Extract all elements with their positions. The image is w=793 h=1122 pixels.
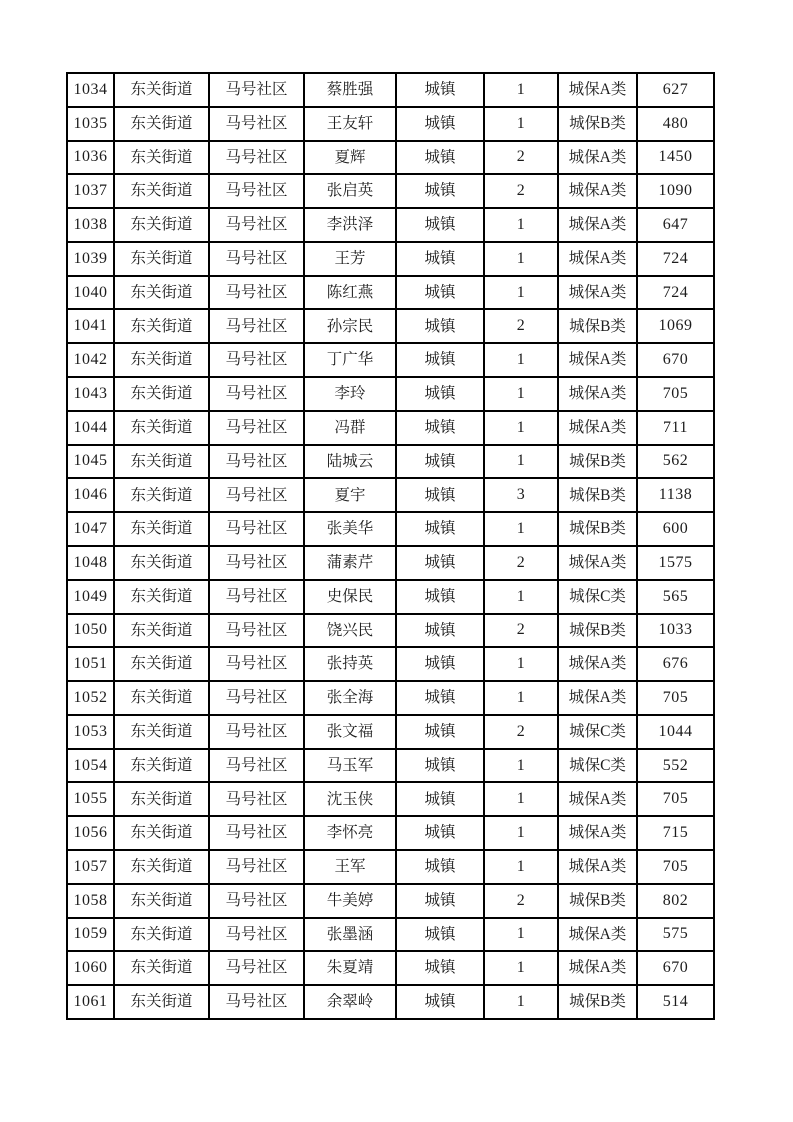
person-count-cell: 2 bbox=[484, 174, 558, 208]
community-cell: 马号社区 bbox=[209, 174, 304, 208]
community-cell: 马号社区 bbox=[209, 580, 304, 614]
benefit-category-cell: 城保B类 bbox=[558, 478, 637, 512]
benefit-category-cell: 城保A类 bbox=[558, 174, 637, 208]
street-cell: 东关街道 bbox=[114, 73, 209, 107]
street-cell: 东关街道 bbox=[114, 343, 209, 377]
household-type-cell: 城镇 bbox=[396, 309, 484, 343]
table-row bbox=[67, 411, 714, 445]
serial-number-cell: 1052 bbox=[67, 681, 114, 715]
household-type-cell: 城镇 bbox=[396, 276, 484, 310]
street-cell: 东关街道 bbox=[114, 816, 209, 850]
person-count-cell: 1 bbox=[484, 242, 558, 276]
benefit-amount-cell: 1033 bbox=[637, 614, 714, 648]
serial-number-cell: 1049 bbox=[67, 580, 114, 614]
person-count-cell: 1 bbox=[484, 749, 558, 783]
table-row bbox=[67, 918, 714, 952]
person-name-cell: 朱夏靖 bbox=[304, 951, 396, 985]
benefit-category-cell: 城保A类 bbox=[558, 343, 637, 377]
community-cell: 马号社区 bbox=[209, 512, 304, 546]
benefit-amount-cell: 514 bbox=[637, 985, 714, 1019]
serial-number-cell: 1055 bbox=[67, 782, 114, 816]
street-cell: 东关街道 bbox=[114, 749, 209, 783]
person-count-cell: 1 bbox=[484, 208, 558, 242]
serial-number-cell: 1056 bbox=[67, 816, 114, 850]
street-cell: 东关街道 bbox=[114, 411, 209, 445]
person-count-cell: 1 bbox=[484, 107, 558, 141]
table-row bbox=[67, 614, 714, 648]
serial-number-cell: 1036 bbox=[67, 141, 114, 175]
benefit-amount-cell: 1575 bbox=[637, 546, 714, 580]
benefit-category-cell: 城保A类 bbox=[558, 411, 637, 445]
street-cell: 东关街道 bbox=[114, 580, 209, 614]
street-cell: 东关街道 bbox=[114, 478, 209, 512]
serial-number-cell: 1046 bbox=[67, 478, 114, 512]
table-row bbox=[67, 174, 714, 208]
street-cell: 东关街道 bbox=[114, 918, 209, 952]
household-type-cell: 城镇 bbox=[396, 445, 484, 479]
person-name-cell: 冯群 bbox=[304, 411, 396, 445]
table-row bbox=[67, 884, 714, 918]
benefit-amount-cell: 600 bbox=[637, 512, 714, 546]
person-count-cell: 2 bbox=[484, 715, 558, 749]
person-name-cell: 牛美婷 bbox=[304, 884, 396, 918]
household-type-cell: 城镇 bbox=[396, 850, 484, 884]
person-count-cell: 1 bbox=[484, 816, 558, 850]
street-cell: 东关街道 bbox=[114, 208, 209, 242]
street-cell: 东关街道 bbox=[114, 546, 209, 580]
benefit-amount-cell: 676 bbox=[637, 647, 714, 681]
community-cell: 马号社区 bbox=[209, 546, 304, 580]
benefit-category-cell: 城保A类 bbox=[558, 816, 637, 850]
benefit-amount-cell: 1044 bbox=[637, 715, 714, 749]
person-count-cell: 1 bbox=[484, 782, 558, 816]
street-cell: 东关街道 bbox=[114, 681, 209, 715]
table-row bbox=[67, 107, 714, 141]
person-count-cell: 1 bbox=[484, 951, 558, 985]
person-count-cell: 1 bbox=[484, 377, 558, 411]
household-type-cell: 城镇 bbox=[396, 478, 484, 512]
person-count-cell: 2 bbox=[484, 141, 558, 175]
table-row bbox=[67, 951, 714, 985]
serial-number-cell: 1053 bbox=[67, 715, 114, 749]
street-cell: 东关街道 bbox=[114, 309, 209, 343]
household-type-cell: 城镇 bbox=[396, 208, 484, 242]
person-count-cell: 1 bbox=[484, 985, 558, 1019]
table-body bbox=[67, 73, 714, 1019]
benefit-category-cell: 城保A类 bbox=[558, 73, 637, 107]
person-count-cell: 2 bbox=[484, 546, 558, 580]
street-cell: 东关街道 bbox=[114, 242, 209, 276]
benefit-category-cell: 城保A类 bbox=[558, 782, 637, 816]
serial-number-cell: 1041 bbox=[67, 309, 114, 343]
benefit-category-cell: 城保A类 bbox=[558, 681, 637, 715]
person-name-cell: 李洪泽 bbox=[304, 208, 396, 242]
benefit-amount-cell: 1069 bbox=[637, 309, 714, 343]
household-type-cell: 城镇 bbox=[396, 377, 484, 411]
serial-number-cell: 1048 bbox=[67, 546, 114, 580]
benefit-category-cell: 城保B类 bbox=[558, 985, 637, 1019]
street-cell: 东关街道 bbox=[114, 107, 209, 141]
table-row bbox=[67, 73, 714, 107]
household-type-cell: 城镇 bbox=[396, 580, 484, 614]
household-type-cell: 城镇 bbox=[396, 647, 484, 681]
person-name-cell: 夏辉 bbox=[304, 141, 396, 175]
street-cell: 东关街道 bbox=[114, 782, 209, 816]
table-row bbox=[67, 445, 714, 479]
person-count-cell: 1 bbox=[484, 343, 558, 377]
household-type-cell: 城镇 bbox=[396, 918, 484, 952]
household-type-cell: 城镇 bbox=[396, 242, 484, 276]
table-row bbox=[67, 816, 714, 850]
serial-number-cell: 1057 bbox=[67, 850, 114, 884]
benefit-amount-cell: 715 bbox=[637, 816, 714, 850]
benefit-amount-cell: 670 bbox=[637, 951, 714, 985]
household-type-cell: 城镇 bbox=[396, 985, 484, 1019]
person-count-cell: 1 bbox=[484, 850, 558, 884]
community-cell: 马号社区 bbox=[209, 715, 304, 749]
person-name-cell: 张美华 bbox=[304, 512, 396, 546]
table-row bbox=[67, 276, 714, 310]
benefit-category-cell: 城保A类 bbox=[558, 377, 637, 411]
community-cell: 马号社区 bbox=[209, 208, 304, 242]
benefit-category-cell: 城保A类 bbox=[558, 850, 637, 884]
person-name-cell: 陈红燕 bbox=[304, 276, 396, 310]
table-row bbox=[67, 309, 714, 343]
community-cell: 马号社区 bbox=[209, 107, 304, 141]
benefit-amount-cell: 647 bbox=[637, 208, 714, 242]
person-name-cell: 夏宇 bbox=[304, 478, 396, 512]
person-count-cell: 3 bbox=[484, 478, 558, 512]
serial-number-cell: 1051 bbox=[67, 647, 114, 681]
serial-number-cell: 1059 bbox=[67, 918, 114, 952]
benefit-amount-cell: 552 bbox=[637, 749, 714, 783]
table-row bbox=[67, 141, 714, 175]
benefit-amount-cell: 705 bbox=[637, 681, 714, 715]
person-name-cell: 陆城云 bbox=[304, 445, 396, 479]
household-type-cell: 城镇 bbox=[396, 546, 484, 580]
community-cell: 马号社区 bbox=[209, 478, 304, 512]
benefit-category-cell: 城保A类 bbox=[558, 141, 637, 175]
person-count-cell: 1 bbox=[484, 580, 558, 614]
street-cell: 东关街道 bbox=[114, 951, 209, 985]
serial-number-cell: 1039 bbox=[67, 242, 114, 276]
serial-number-cell: 1035 bbox=[67, 107, 114, 141]
person-name-cell: 王军 bbox=[304, 850, 396, 884]
benefit-category-cell: 城保C类 bbox=[558, 580, 637, 614]
household-type-cell: 城镇 bbox=[396, 884, 484, 918]
benefit-amount-cell: 705 bbox=[637, 377, 714, 411]
community-cell: 马号社区 bbox=[209, 411, 304, 445]
person-count-cell: 1 bbox=[484, 73, 558, 107]
household-type-cell: 城镇 bbox=[396, 411, 484, 445]
community-cell: 马号社区 bbox=[209, 985, 304, 1019]
community-cell: 马号社区 bbox=[209, 647, 304, 681]
person-name-cell: 蒲素芹 bbox=[304, 546, 396, 580]
household-type-cell: 城镇 bbox=[396, 512, 484, 546]
table-row bbox=[67, 242, 714, 276]
table-row bbox=[67, 850, 714, 884]
household-type-cell: 城镇 bbox=[396, 715, 484, 749]
person-name-cell: 王友轩 bbox=[304, 107, 396, 141]
household-type-cell: 城镇 bbox=[396, 614, 484, 648]
community-cell: 马号社区 bbox=[209, 951, 304, 985]
serial-number-cell: 1043 bbox=[67, 377, 114, 411]
benefit-category-cell: 城保A类 bbox=[558, 918, 637, 952]
street-cell: 东关街道 bbox=[114, 985, 209, 1019]
benefit-category-cell: 城保A类 bbox=[558, 546, 637, 580]
person-name-cell: 张全海 bbox=[304, 681, 396, 715]
benefit-amount-cell: 1450 bbox=[637, 141, 714, 175]
household-type-cell: 城镇 bbox=[396, 951, 484, 985]
street-cell: 东关街道 bbox=[114, 614, 209, 648]
community-cell: 马号社区 bbox=[209, 377, 304, 411]
person-name-cell: 李玲 bbox=[304, 377, 396, 411]
benefit-amount-cell: 711 bbox=[637, 411, 714, 445]
person-name-cell: 余翠岭 bbox=[304, 985, 396, 1019]
benefit-category-cell: 城保B类 bbox=[558, 512, 637, 546]
household-type-cell: 城镇 bbox=[396, 141, 484, 175]
community-cell: 马号社区 bbox=[209, 749, 304, 783]
benefit-amount-cell: 724 bbox=[637, 276, 714, 310]
person-name-cell: 沈玉侠 bbox=[304, 782, 396, 816]
benefit-amount-cell: 627 bbox=[637, 73, 714, 107]
serial-number-cell: 1044 bbox=[67, 411, 114, 445]
person-count-cell: 2 bbox=[484, 614, 558, 648]
community-cell: 马号社区 bbox=[209, 343, 304, 377]
benefit-category-cell: 城保A类 bbox=[558, 647, 637, 681]
person-count-cell: 2 bbox=[484, 309, 558, 343]
community-cell: 马号社区 bbox=[209, 242, 304, 276]
person-count-cell: 1 bbox=[484, 647, 558, 681]
street-cell: 东关街道 bbox=[114, 276, 209, 310]
street-cell: 东关街道 bbox=[114, 174, 209, 208]
serial-number-cell: 1054 bbox=[67, 749, 114, 783]
benefit-category-cell: 城保B类 bbox=[558, 445, 637, 479]
street-cell: 东关街道 bbox=[114, 141, 209, 175]
community-cell: 马号社区 bbox=[209, 681, 304, 715]
table-row bbox=[67, 512, 714, 546]
benefit-category-cell: 城保B类 bbox=[558, 309, 637, 343]
person-count-cell: 1 bbox=[484, 512, 558, 546]
person-name-cell: 史保民 bbox=[304, 580, 396, 614]
community-cell: 马号社区 bbox=[209, 816, 304, 850]
table-row bbox=[67, 715, 714, 749]
street-cell: 东关街道 bbox=[114, 715, 209, 749]
street-cell: 东关街道 bbox=[114, 647, 209, 681]
community-cell: 马号社区 bbox=[209, 884, 304, 918]
benefit-amount-cell: 724 bbox=[637, 242, 714, 276]
community-cell: 马号社区 bbox=[209, 73, 304, 107]
person-count-cell: 2 bbox=[484, 884, 558, 918]
community-cell: 马号社区 bbox=[209, 141, 304, 175]
community-cell: 马号社区 bbox=[209, 276, 304, 310]
serial-number-cell: 1040 bbox=[67, 276, 114, 310]
table-row bbox=[67, 647, 714, 681]
community-cell: 马号社区 bbox=[209, 614, 304, 648]
serial-number-cell: 1037 bbox=[67, 174, 114, 208]
serial-number-cell: 1050 bbox=[67, 614, 114, 648]
table-row bbox=[67, 782, 714, 816]
person-count-cell: 1 bbox=[484, 445, 558, 479]
serial-number-cell: 1034 bbox=[67, 73, 114, 107]
person-count-cell: 1 bbox=[484, 918, 558, 952]
table-row bbox=[67, 478, 714, 512]
benefit-category-cell: 城保A类 bbox=[558, 208, 637, 242]
person-name-cell: 李怀亮 bbox=[304, 816, 396, 850]
serial-number-cell: 1045 bbox=[67, 445, 114, 479]
household-type-cell: 城镇 bbox=[396, 782, 484, 816]
table-row bbox=[67, 749, 714, 783]
serial-number-cell: 1038 bbox=[67, 208, 114, 242]
person-name-cell: 张启英 bbox=[304, 174, 396, 208]
community-cell: 马号社区 bbox=[209, 309, 304, 343]
household-type-cell: 城镇 bbox=[396, 681, 484, 715]
person-count-cell: 1 bbox=[484, 681, 558, 715]
street-cell: 东关街道 bbox=[114, 377, 209, 411]
community-cell: 马号社区 bbox=[209, 445, 304, 479]
benefit-amount-cell: 1090 bbox=[637, 174, 714, 208]
serial-number-cell: 1058 bbox=[67, 884, 114, 918]
person-name-cell: 孙宗民 bbox=[304, 309, 396, 343]
street-cell: 东关街道 bbox=[114, 512, 209, 546]
street-cell: 东关街道 bbox=[114, 850, 209, 884]
community-cell: 马号社区 bbox=[209, 918, 304, 952]
table-row bbox=[67, 343, 714, 377]
serial-number-cell: 1047 bbox=[67, 512, 114, 546]
household-type-cell: 城镇 bbox=[396, 343, 484, 377]
household-type-cell: 城镇 bbox=[396, 816, 484, 850]
benefits-roster-table bbox=[66, 72, 715, 1020]
table-row bbox=[67, 580, 714, 614]
benefit-category-cell: 城保A类 bbox=[558, 951, 637, 985]
household-type-cell: 城镇 bbox=[396, 749, 484, 783]
benefit-amount-cell: 565 bbox=[637, 580, 714, 614]
person-name-cell: 张持英 bbox=[304, 647, 396, 681]
table-row bbox=[67, 681, 714, 715]
person-name-cell: 王芳 bbox=[304, 242, 396, 276]
street-cell: 东关街道 bbox=[114, 445, 209, 479]
community-cell: 马号社区 bbox=[209, 782, 304, 816]
serial-number-cell: 1060 bbox=[67, 951, 114, 985]
benefit-category-cell: 城保B类 bbox=[558, 884, 637, 918]
benefit-category-cell: 城保B类 bbox=[558, 107, 637, 141]
benefit-category-cell: 城保B类 bbox=[558, 614, 637, 648]
serial-number-cell: 1042 bbox=[67, 343, 114, 377]
benefit-amount-cell: 670 bbox=[637, 343, 714, 377]
person-name-cell: 饶兴民 bbox=[304, 614, 396, 648]
table-row bbox=[67, 377, 714, 411]
person-name-cell: 张文福 bbox=[304, 715, 396, 749]
person-count-cell: 1 bbox=[484, 411, 558, 445]
household-type-cell: 城镇 bbox=[396, 174, 484, 208]
benefit-category-cell: 城保C类 bbox=[558, 749, 637, 783]
person-name-cell: 马玉军 bbox=[304, 749, 396, 783]
street-cell: 东关街道 bbox=[114, 884, 209, 918]
person-count-cell: 1 bbox=[484, 276, 558, 310]
person-name-cell: 丁广华 bbox=[304, 343, 396, 377]
benefit-amount-cell: 480 bbox=[637, 107, 714, 141]
person-name-cell: 蔡胜强 bbox=[304, 73, 396, 107]
benefit-amount-cell: 575 bbox=[637, 918, 714, 952]
person-name-cell: 张墨涵 bbox=[304, 918, 396, 952]
benefit-amount-cell: 802 bbox=[637, 884, 714, 918]
household-type-cell: 城镇 bbox=[396, 107, 484, 141]
benefit-amount-cell: 705 bbox=[637, 850, 714, 884]
benefit-category-cell: 城保C类 bbox=[558, 715, 637, 749]
benefit-category-cell: 城保A类 bbox=[558, 242, 637, 276]
community-cell: 马号社区 bbox=[209, 850, 304, 884]
benefit-amount-cell: 1138 bbox=[637, 478, 714, 512]
benefit-amount-cell: 705 bbox=[637, 782, 714, 816]
table-row bbox=[67, 208, 714, 242]
serial-number-cell: 1061 bbox=[67, 985, 114, 1019]
benefit-category-cell: 城保A类 bbox=[558, 276, 637, 310]
benefit-amount-cell: 562 bbox=[637, 445, 714, 479]
table-row bbox=[67, 985, 714, 1019]
household-type-cell: 城镇 bbox=[396, 73, 484, 107]
table-row bbox=[67, 546, 714, 580]
